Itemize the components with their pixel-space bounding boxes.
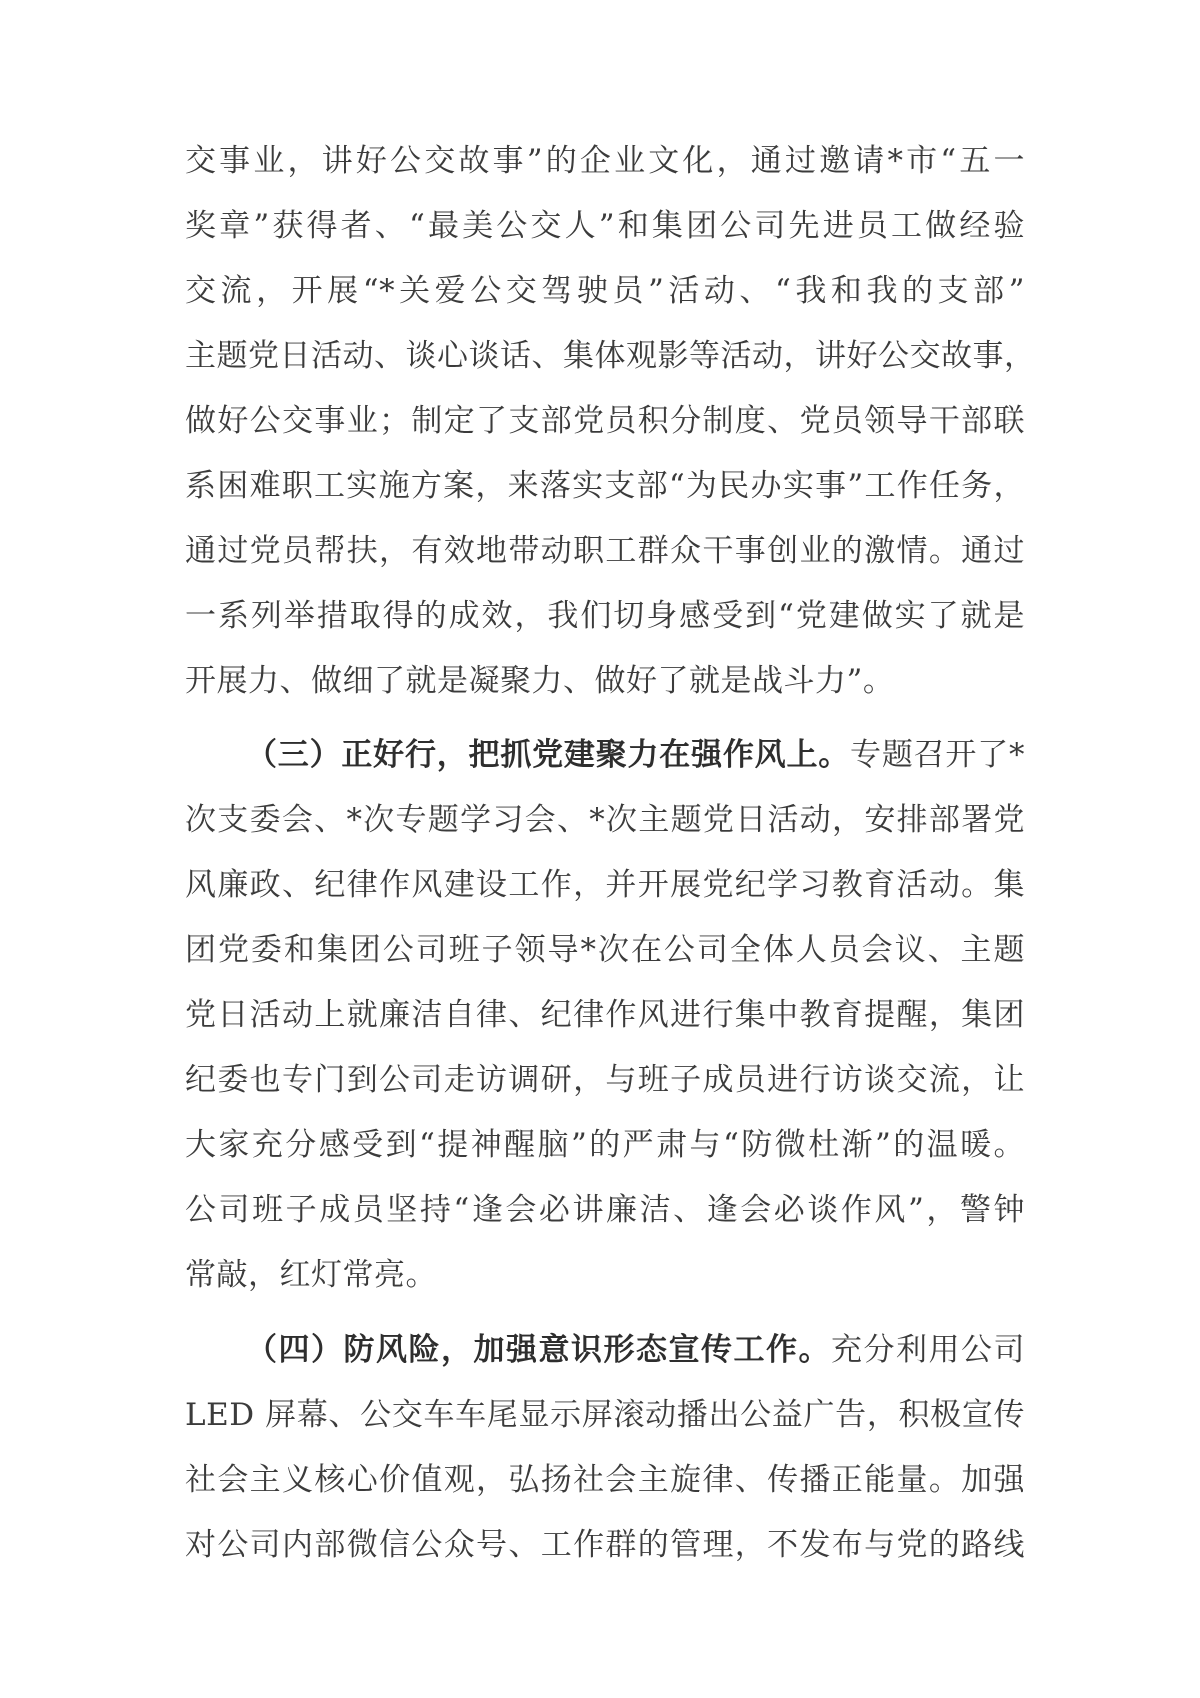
section-heading-4: （四）防风险，加强意识形态宣传工作。 <box>246 1332 831 1368</box>
paragraph-2-line-5: 党日活动上就廉洁自律、纪律作风进行集中教育提醒，集团 <box>185 997 1025 1033</box>
paragraph-2-line-6: 纪委也专门到公司走访调研，与班子成员进行访谈交流，让 <box>185 1062 1025 1098</box>
paragraph-2-line-1 <box>246 725 1025 785</box>
paragraph-3-line-3: 社会主义核心价值观，弘扬社会主旋律、传播正能量。加强 <box>185 1462 1025 1498</box>
paragraph-1-line-9: 开展力、做细了就是凝聚力、做好了就是战斗力”。 <box>185 663 895 699</box>
paragraph-2-line-9: 常敲，红灯常亮。 <box>185 1257 437 1293</box>
section-heading-3: （三）正好行，把抓党建聚力在强作风上。 <box>246 737 851 773</box>
paragraph-1-line-2: 奖章”获得者、“最美公交人”和集团公司先进员工做经验 <box>185 208 1025 244</box>
paragraph-2-line-3: 风廉政、纪律作风建设工作，并开展党纪学习教育活动。集 <box>185 867 1025 903</box>
paragraph-1-line-6: 系困难职工实施方案，来落实支部“为民办实事”工作任务， <box>185 468 1025 504</box>
paragraph-1-line-3: 交流，开展“*关爱公交驾驶员”活动、“我和我的支部” <box>185 273 1025 309</box>
paragraph-2-line-2: 次支委会、*次专题学习会、*次主题党日活动，安排部署党 <box>185 802 1025 838</box>
paragraph-1-line-7: 通过党员帮扶，有效地带动职工群众干事创业的激情。通过 <box>185 533 1025 569</box>
paragraph-1-line-1: 交事业，讲好公交故事”的企业文化，通过邀请*市“五一 <box>185 143 1025 179</box>
paragraph-3-line-4: 对公司内部微信公众号、工作群的管理，不发布与党的路线 <box>185 1527 1025 1563</box>
paragraph-3-line-1 <box>246 1320 1025 1380</box>
paragraph-2-line-8: 公司班子成员坚持“逢会必讲廉洁、逢会必谈作风”，警钟 <box>185 1192 1025 1228</box>
paragraph-2-line-1-text: 专题召开了* <box>850 737 1026 773</box>
paragraph-3-line-2: LED 屏幕、公交车车尾显示屏滚动播出公益广告，积极宣传 <box>185 1397 1025 1433</box>
paragraph-3-line-1-text: 充分利用公司 <box>831 1332 1025 1368</box>
paragraph-1-line-5: 做好公交事业；制定了支部党员积分制度、党员领导干部联 <box>185 403 1025 439</box>
paragraph-2-line-7: 大家充分感受到“提神醒脑”的严肃与“防微杜渐”的温暖。 <box>185 1127 1025 1163</box>
paragraph-1-line-8: 一系列举措取得的成效，我们切身感受到“党建做实了就是 <box>185 598 1025 634</box>
paragraph-2-line-4: 团党委和集团公司班子领导*次在公司全体人员会议、主题 <box>185 932 1025 968</box>
paragraph-1-line-4: 主题党日活动、谈心谈话、集体观影等活动，讲好公交故事， <box>185 338 1036 374</box>
